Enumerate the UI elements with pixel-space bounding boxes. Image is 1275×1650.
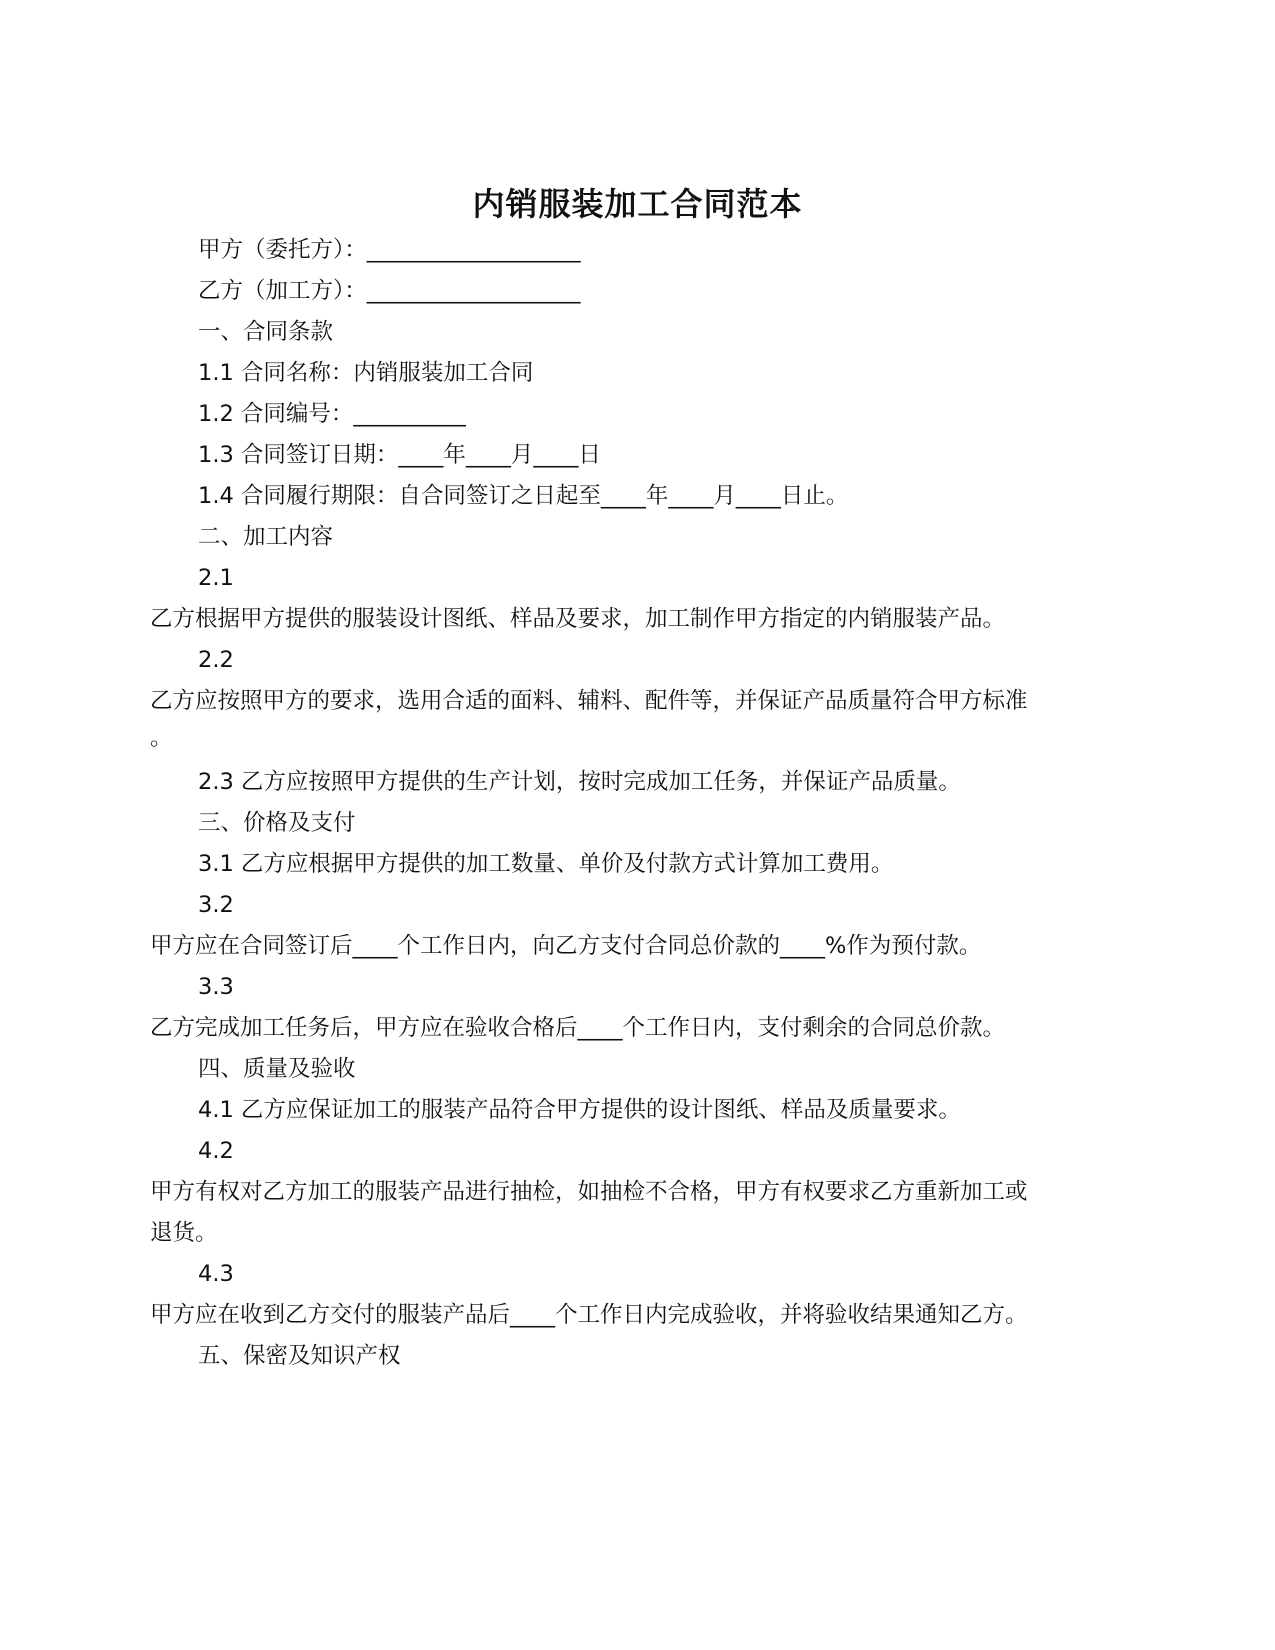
- clause-4-2-text-end: 退货。: [150, 1220, 218, 1246]
- clause-2-2-text: 乙方应按照甲方的要求，选用合适的面料、辅料、配件等，并保证产品质量符合甲方标准: [150, 688, 1028, 714]
- clause-3-3-number: 3.3: [198, 974, 234, 1000]
- section-heading-5: 五、保密及知识产权: [198, 1343, 401, 1369]
- clause-3-2-text: 甲方应在合同签订后____个工作日内，向乙方支付合同总价款的____%作为预付款。: [150, 933, 982, 959]
- clause-1-3: 1.3 合同签订日期：____年____月____日: [198, 442, 601, 468]
- clause-4-1: 4.1 乙方应保证加工的服装产品符合甲方提供的设计图纸、样品及质量要求。: [198, 1097, 961, 1123]
- clause-2-2-text-end: 。: [150, 725, 173, 751]
- clause-3-2-number: 3.2: [198, 892, 234, 918]
- clause-3-1: 3.1 乙方应根据甲方提供的加工数量、单价及付款方式计算加工费用。: [198, 851, 894, 877]
- section-heading-1: 一、合同条款: [198, 319, 334, 345]
- clause-4-2-number: 4.2: [198, 1138, 234, 1164]
- clause-2-1-text: 乙方根据甲方提供的服装设计图纸、样品及要求，加工制作甲方指定的内销服装产品。: [150, 606, 1006, 632]
- clause-4-2-text: 甲方有权对乙方加工的服装产品进行抽检，如抽检不合格，甲方有权要求乙方重新加工或: [150, 1179, 1028, 1205]
- clause-1-4: 1.4 合同履行期限：自合同签订之日起至____年____月____日止。: [198, 483, 849, 509]
- party-a-line: 甲方（委托方）：___________________: [198, 237, 581, 263]
- clause-4-3-number: 4.3: [198, 1261, 234, 1287]
- clause-3-3-text: 乙方完成加工任务后，甲方应在验收合格后____个工作日内，支付剩余的合同总价款。: [150, 1015, 1006, 1041]
- section-heading-3: 三、价格及支付: [198, 810, 356, 836]
- clause-4-3-text: 甲方应在收到乙方交付的服装产品后____个工作日内完成验收，并将验收结果通知乙方。: [150, 1302, 1028, 1328]
- clause-1-1: 1.1 合同名称：内销服装加工合同: [198, 360, 534, 386]
- document-title: 内销服装加工合同范本: [472, 185, 803, 223]
- clause-2-1-number: 2.1: [198, 565, 234, 591]
- clause-2-2-number: 2.2: [198, 647, 234, 673]
- party-b-line: 乙方（加工方）：___________________: [198, 278, 581, 304]
- section-heading-2: 二、加工内容: [198, 524, 334, 550]
- clause-1-2: 1.2 合同编号：__________: [198, 401, 466, 427]
- section-heading-4: 四、质量及验收: [198, 1056, 356, 1082]
- clause-2-3: 2.3 乙方应按照甲方提供的生产计划，按时完成加工任务，并保证产品质量。: [198, 769, 961, 795]
